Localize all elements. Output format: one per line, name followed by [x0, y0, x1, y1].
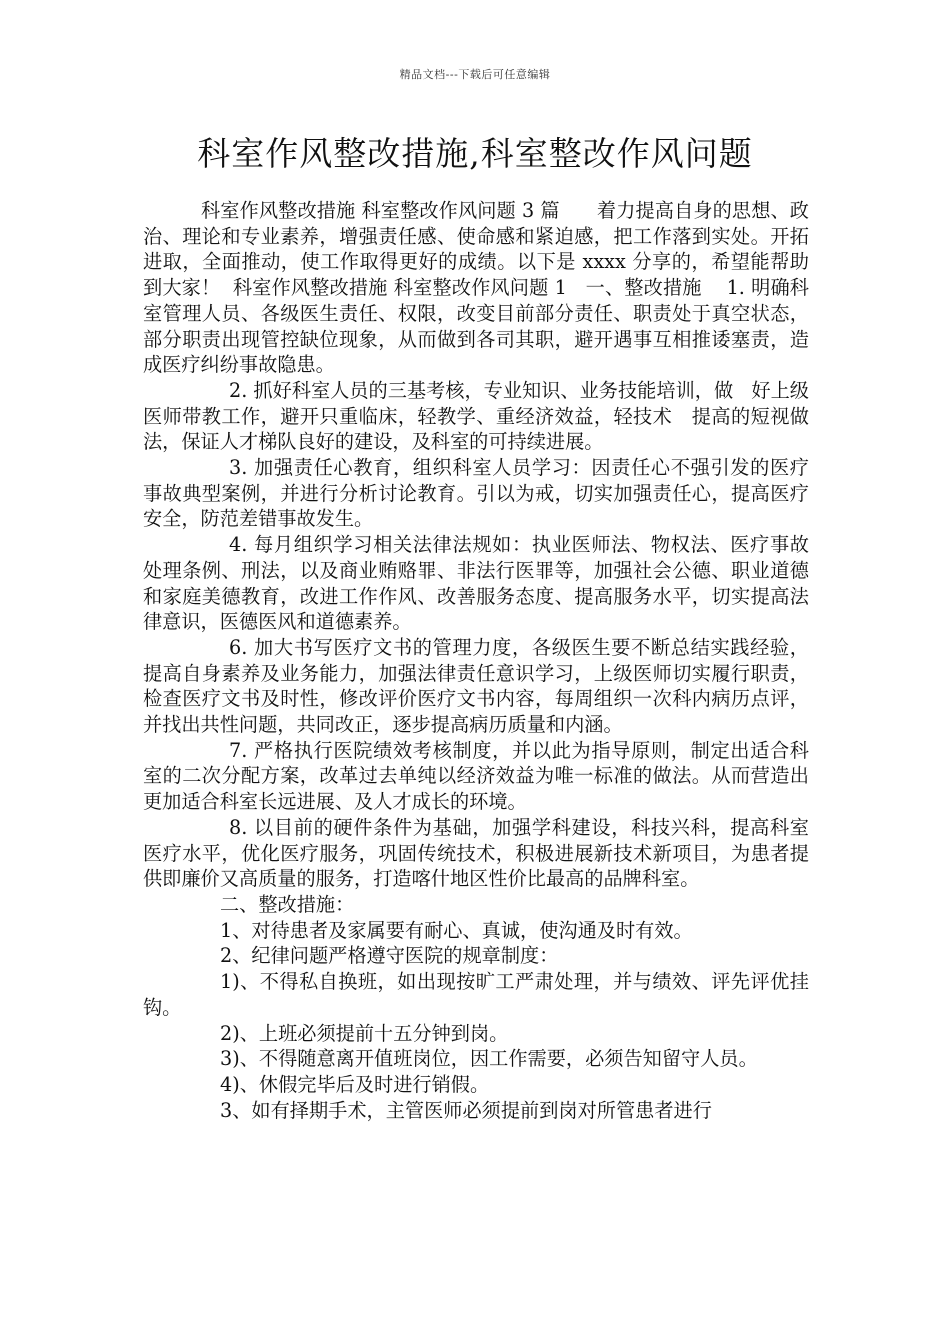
- paragraph-intro: 科室作风整改措施 科室整改作风问题 3 篇 着力提高自身的思想、政治、理论和专业素养，增强责任感、使命感和紧迫感，把工作落到实处。开拓进取，全面推动，使工作取得更好的成绩。以下是 xxxx 分享的，希望能帮助到大家！ 科室作风整改措施 科室整改作风问题 1 一、整改措施 1. 明确科室管理人员、各级医生责任、权限，改变目前部分责任、职责处于真空状态，部分职责出现管控缺位现象，从而做到各司其职，避开遇事互相推诿塞责，造成医疗纠纷事故隐患。: [143, 199, 809, 377]
- paragraph-item-6: 6. 加大书写医疗文书的管理力度，各级医生要不断总结实践经验，提高自身素养及业务能力，加强法律责任意识学习，上级医师切实履行职责，检查医疗文书及时性，修改评价医疗文书内容，每周组织一次科内病历点评，并找出共性问题，共同改正，逐步提高病历质量和内涵。: [143, 635, 809, 737]
- paragraph-rule-3: 3)、不得随意离开值班岗位，因工作需要，必须告知留守人员。: [220, 1047, 758, 1071]
- paragraph-sub-1: 1、对待患者及家属要有耐心、真诚，使沟通及时有效。: [220, 918, 693, 942]
- paragraph-rule-4: 4)、休假完毕后及时进行销假。: [220, 1072, 490, 1096]
- paragraph-item-3: 3. 加强责任心教育，组织科室人员学习：因责任心不强引发的医疗事故典型案例，并进行分析讨论教育。引以为戒，切实加强责任心，提高医疗安全，防范差错事故发生。: [143, 456, 809, 531]
- paragraph-item-7: 7. 严格执行医院绩效考核制度，并以此为指导原则，制定出适合科室的二次分配方案，改革过去单纯以经济效益为唯一标准的做法。从而营造出更加适合科室长远进展、及人才成长的环境。: [143, 738, 809, 814]
- document-body: [143, 198, 828, 1123]
- paragraph-rule-2: 2)、上班必须提前十五分钟到岗。: [220, 1021, 509, 1045]
- paragraph-item-8: 8. 以目前的硬件条件为基础，加强学科建设，科技兴科，提高科室医疗水平，优化医疗服务，巩固传统技术，积极进展新技术新项目，为患者提供即廉价又高质量的服务，打造喀什地区性价比最高的品牌科室。: [143, 815, 809, 891]
- paragraph-item-2: 2. 抓好科室人员的三基考核，专业知识、业务技能培训，做 好上级医师带教工作，避开只重临床，轻教学、重经济效益，轻技术 提高的短视做法，保证人才梯队良好的建设，及科室的可持续进展。: [143, 378, 809, 454]
- section-heading-2: 二、整改措施：: [220, 892, 355, 916]
- header-note: 精品文档---下载后可任意编辑: [399, 68, 551, 81]
- paragraph-sub-2: 2、纪律问题严格遵守医院的规章制度：: [220, 944, 559, 968]
- paragraph-item-4: 4. 每月组织学习相关法律法规如：执业医师法、物权法、医疗事故 处理条例、刑法，以及商业贿赂罪、非法行医罪等，加强社会公德、职业道德和家庭美德教育，改进工作作风、改善服务态度、提高服务水平，切实提高法律意识，医德医风和道德素养。: [143, 533, 828, 634]
- paragraph-sub-3: 3、如有择期手术，主管医师必须提前到岗对所管患者进行: [220, 1098, 712, 1122]
- paragraph-rule-1: 1)、不得私自换班，如出现按旷工严肃处理，并与绩效、评先评优挂钩。: [143, 970, 809, 1019]
- document-title: 科室作风整改措施,科室整改作风问题: [197, 134, 753, 173]
